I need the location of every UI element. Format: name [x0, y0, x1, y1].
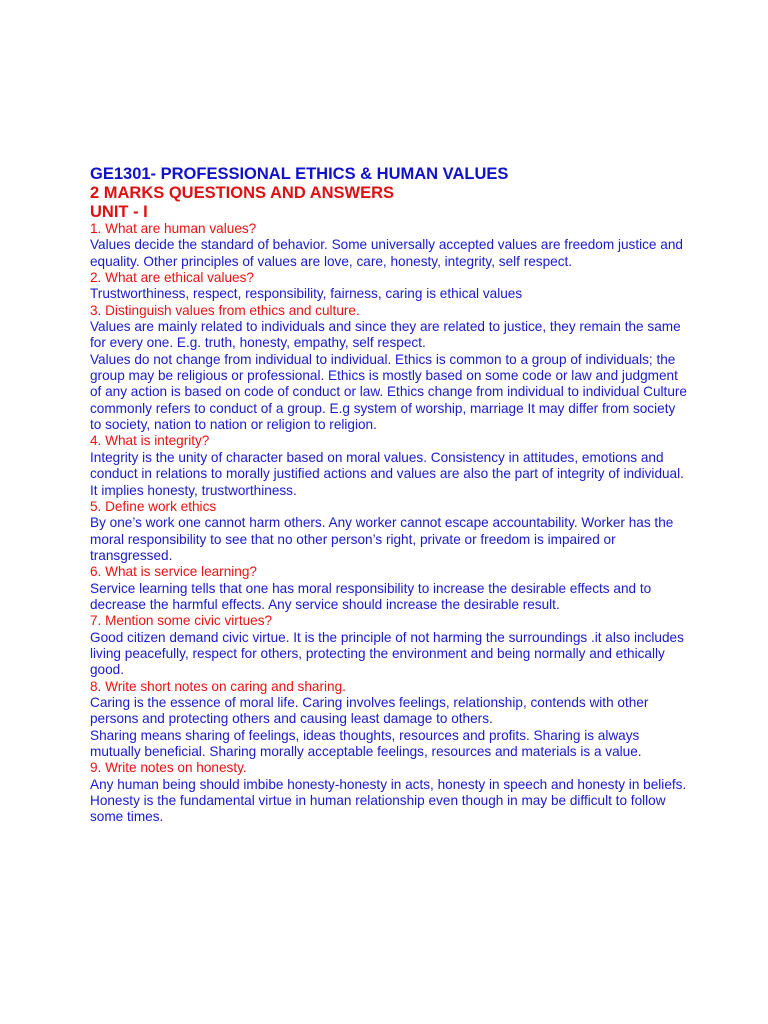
qa-list [90, 221, 690, 826]
question-text: 4. What is integrity? [90, 433, 210, 449]
question-text: 3. Distinguish values from ethics and culture. [90, 302, 360, 318]
answer-paragraph: Values decide the standard of behavior. Some universally accepted values are freedom justice and equality. Other principles of values are love, care, honesty, integrity, self respect. [90, 237, 683, 269]
unit-heading: UNIT - I [90, 203, 148, 221]
question-text: 7. Mention some civic virtues? [90, 613, 273, 629]
answer-paragraph: Caring is the essence of moral life. Caring involves feelings, relationship, contends with other persons and protecting others and causing least damage to others. [90, 694, 649, 727]
qa-item [90, 303, 690, 434]
qa-item [90, 760, 690, 825]
qa-item [90, 613, 690, 678]
question-text: 1. What are human values? [90, 221, 257, 236]
answer-paragraph: Sharing means sharing of feelings, ideas thoughts, resources and profits. Sharing is always mutually beneficial. Sharing morally acceptable feelings, resources and materials is a value. [90, 727, 642, 759]
document-subtitle: 2 MARKS QUESTIONS AND ANSWERS [90, 184, 395, 202]
qa-item [90, 433, 690, 498]
answer-paragraph: Integrity is the unity of character based on moral values. Consistency in attitudes, emotions and conduct in relations to morally justified actions and values are also the part of integrity of individual. It implies honesty, trustworthiness. [90, 449, 684, 498]
question-text: 5. Define work ethics [90, 498, 217, 514]
answer-paragraph: Any human being should imbibe honesty-honesty in acts, honesty in speech and honesty in beliefs. Honesty is the fundamental virtue in human relationship even though in may be difficult to follow some times. [90, 776, 687, 825]
answer-paragraph: Values are mainly related to individuals and since they are related to justice, they remain the same for every one. E.g. truth, honesty, empathy, self respect. [90, 319, 681, 351]
answer-paragraph: By one’s work one cannot harm others. Any worker cannot escape accountability. Worker has the moral responsibility to see that no other person’s right, private or freedom is impaired or transgressed. [90, 515, 674, 563]
question-text: 9. Write notes on honesty. [90, 760, 247, 776]
document-page [90, 165, 690, 826]
answer-paragraph: Service learning tells that one has moral responsibility to increase the desirable effects and to decrease the harmful effects. Any service should increase the desirable result. [90, 580, 652, 612]
question-text: 2. What are ethical values? [90, 270, 254, 286]
question-text: 6. What is service learning? [90, 564, 257, 580]
qa-item [90, 270, 690, 303]
answer-paragraph: Values do not change from individual to individual. Ethics is common to a group of individuals; the group may be religious or professional. Ethics is mostly based on some code or law and judgment of any action is based on code of conduct or law. Ethics change from individual to individual Culture commonly refers to conduct of a group. E.g system of worship, marriage It may differ from society to society, nation to nation or religion to religion. [90, 351, 687, 433]
qa-item [90, 499, 690, 564]
answer-paragraph: Trustworthiness, respect, responsibility, fairness, caring is ethical values [90, 286, 523, 302]
document-title: GE1301- PROFESSIONAL ETHICS & HUMAN VALUES [90, 165, 509, 183]
answer-paragraph: Good citizen demand civic virtue. It is the principle of not harming the surroundings .it also includes living peacefully, respect for others, protecting the environment and being normally and ethically good. [90, 629, 684, 678]
qa-item [90, 221, 690, 270]
question-text: 8. Write short notes on caring and sharing. [90, 678, 346, 694]
qa-item [90, 564, 690, 613]
qa-item [90, 679, 690, 761]
